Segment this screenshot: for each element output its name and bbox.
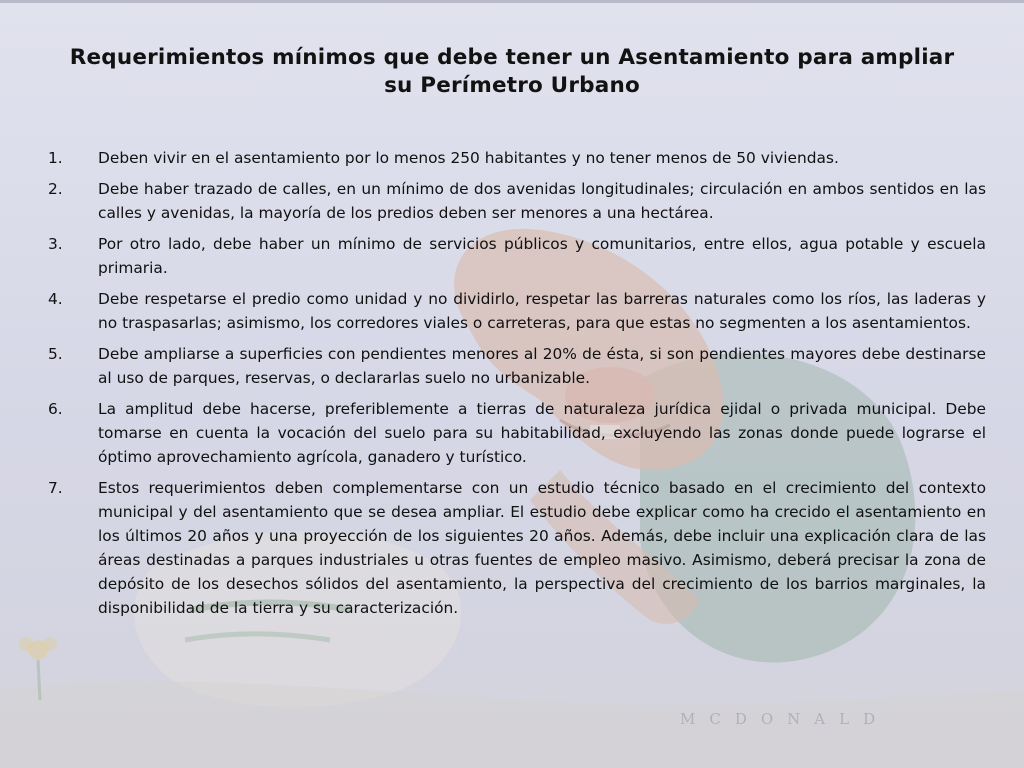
item-number: 7. (48, 479, 63, 497)
item-text: Debe respetarse el predio como unidad y no dividirlo, respetar las barreras naturales como los ríos, las laderas y no traspasarlas; asimismo, los corredores viales o carreteras, para que estas no segmenten a los asentamientos. (98, 290, 986, 332)
item-number: 2. (48, 180, 63, 198)
list-item (40, 342, 986, 390)
item-text: Deben vivir en el asentamiento por lo menos 250 habitantes y no tener menos de 50 viviendas. (98, 149, 839, 167)
item-number: 3. (48, 235, 63, 253)
item-text: Estos requerimientos deben complementarse con un estudio técnico basado en el crecimiento del contexto municipal y del asentamiento que se desea ampliar. El estudio debe explicar como ha crecido el asentamiento en los últimos 20 años y una proyección de los siguientes 20 años. Además, debe incluir una explicación clara de las áreas destinadas a parques industriales u otras fuentes de empleo masivo. Asimismo, deberá precisar la zona de depósito de los desechos sólidos del asentamiento, la perspectiva del crecimiento de los barrios marginales, la disponibilidad de la tierra y su caracterización. (98, 479, 986, 617)
slide-title: Requerimientos mínimos que debe tener un Asentamiento para ampliar su Perímetro Urbano (69, 45, 955, 98)
item-number: 5. (48, 345, 63, 363)
item-text: La amplitud debe hacerse, preferiblemente a tierras de naturaleza jurídica ejidal o privada municipal. Debe tomarse en cuenta la vocación del suelo para su habitabilidad, excluyendo las zonas donde puede lograrse el óptimo aprovechamiento agrícola, ganadero y turístico. (98, 400, 986, 466)
item-number: 6. (48, 400, 63, 418)
item-text: Debe ampliarse a superficies con pendientes menores al 20% de ésta, si son pendientes mayores debe destinarse al uso de parques, reservas, o declararlas suelo no urbanizable. (98, 345, 986, 387)
item-number: 1. (48, 149, 63, 167)
list-item (40, 476, 986, 620)
list-item (40, 177, 986, 225)
list-item (40, 232, 986, 280)
list-item (40, 397, 986, 469)
item-text: Debe haber trazado de calles, en un mínimo de dos avenidas longitudinales; circulación en ambos sentidos en las calles y avenidas, la mayoría de los predios deben ser menores a una hectárea. (98, 180, 986, 222)
list-item (40, 287, 986, 335)
requirements-list (40, 146, 986, 627)
item-text: Por otro lado, debe haber un mínimo de servicios públicos y comunitarios, entre ellos, agua potable y escuela primaria. (98, 235, 986, 277)
item-number: 4. (48, 290, 63, 308)
list-item (40, 146, 986, 170)
artist-signature: MCDONALD (680, 710, 890, 728)
